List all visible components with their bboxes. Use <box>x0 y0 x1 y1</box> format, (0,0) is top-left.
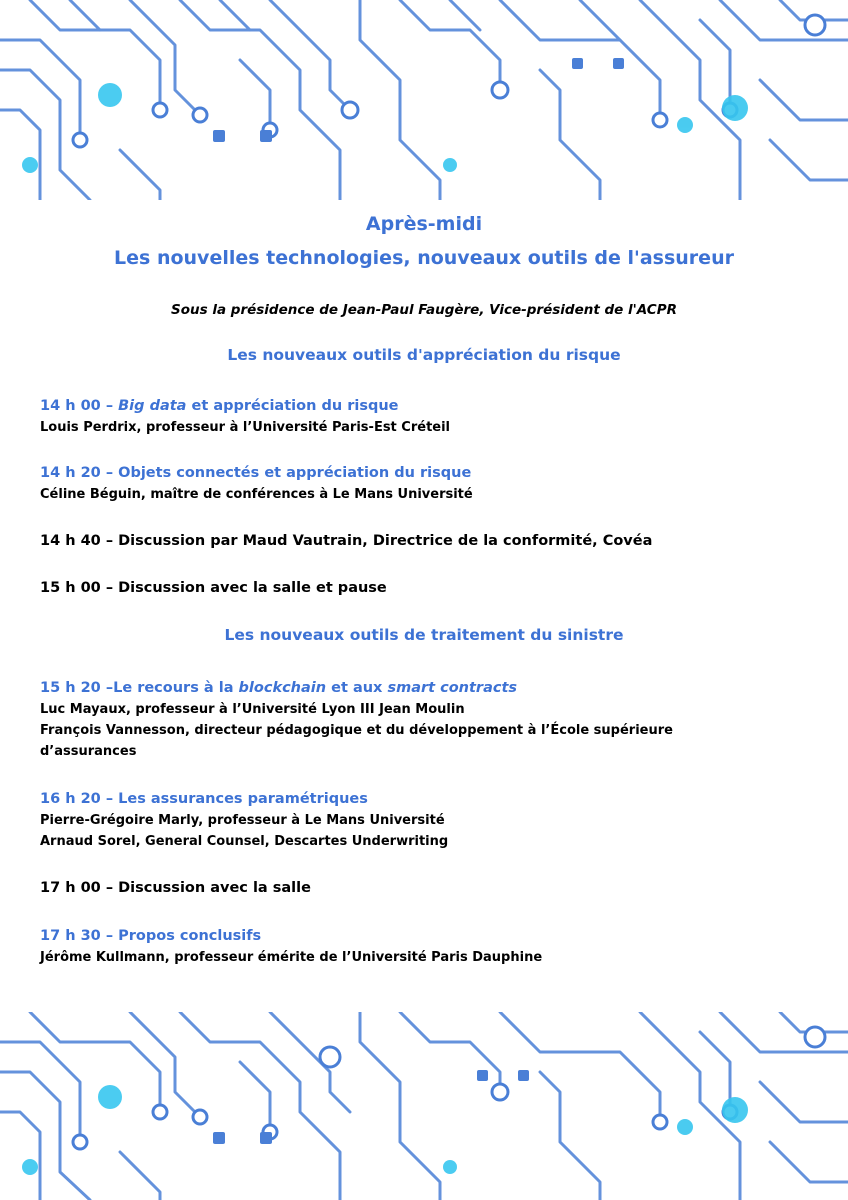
page-title-line2: Les nouvelles technologies, nouveaux outils de l'assureur <box>114 247 734 269</box>
speaker-name: François Vannesson, directeur pédagogique et du développement à l’École supérieure <box>40 723 673 738</box>
session-discussion-salle <box>40 877 820 899</box>
session-title: 17 h 00 – Discussion avec la salle <box>40 880 311 896</box>
speaker-name: Jérôme Kullmann, professeur émérite de l’Université Paris Dauphine <box>40 950 543 965</box>
speaker-name: Céline Béguin, maître de conférences à Le Mans Université <box>40 487 473 502</box>
page-title-line1: Après-midi <box>365 213 483 235</box>
session-title: 14 h 40 – Discussion par Maud Vautrain, Directrice de la conformité, Covéa <box>40 533 653 549</box>
session-title <box>40 395 820 417</box>
circuit-board-graphic <box>0 0 848 200</box>
session-title: 17 h 30 – Propos conclusifs <box>40 928 262 944</box>
session-title <box>40 677 820 699</box>
speaker-name-continued: d’assurances <box>40 744 137 759</box>
session-title-italic: Big data <box>118 398 187 414</box>
session-conclusion <box>40 925 820 968</box>
section-heading-risk: Les nouveaux outils d'appréciation du risque <box>227 346 621 364</box>
section-heading-claims: Les nouveaux outils de traitement du sinistre <box>224 626 624 644</box>
session-title-italic: blockchain <box>238 680 327 696</box>
session-title: 16 h 20 – Les assurances paramétriques <box>40 791 368 807</box>
speaker-name: Arnaud Sorel, General Counsel, Descartes Underwriting <box>40 834 449 849</box>
session-title-rest: et appréciation du risque <box>186 398 399 414</box>
speaker-name: Pierre-Grégoire Marly, professeur à Le Mans Université <box>40 813 445 828</box>
circuit-board-graphic <box>0 1012 848 1200</box>
session-discussion-vautrain <box>40 530 820 552</box>
presidency-line: Sous la présidence de Jean-Paul Faugère, Vice-président de l'ACPR <box>171 302 677 318</box>
session-big-data <box>40 395 820 438</box>
session-blockchain <box>40 677 820 762</box>
session-title: 15 h 00 – Discussion avec la salle et pause <box>40 580 387 596</box>
session-connected-objects <box>40 462 820 505</box>
session-discussion-pause <box>40 577 820 599</box>
speaker-name: Luc Mayaux, professeur à l’Université Lyon III Jean Moulin <box>40 702 465 717</box>
session-title-middle: et aux <box>326 680 388 696</box>
session-title-italic: smart contracts <box>387 680 518 696</box>
circuit-decoration-top <box>0 0 848 200</box>
circuit-decoration-bottom <box>0 1012 848 1200</box>
session-title: 14 h 20 – Objets connectés et appréciation du risque <box>40 465 472 481</box>
session-parametric <box>40 788 820 852</box>
session-time-prefix: 15 h 20 –Le recours à la <box>40 680 239 696</box>
speaker-name: Louis Perdrix, professeur à l’Université Paris-Est Créteil <box>40 420 451 435</box>
session-time-prefix: 14 h 00 – <box>40 398 119 414</box>
